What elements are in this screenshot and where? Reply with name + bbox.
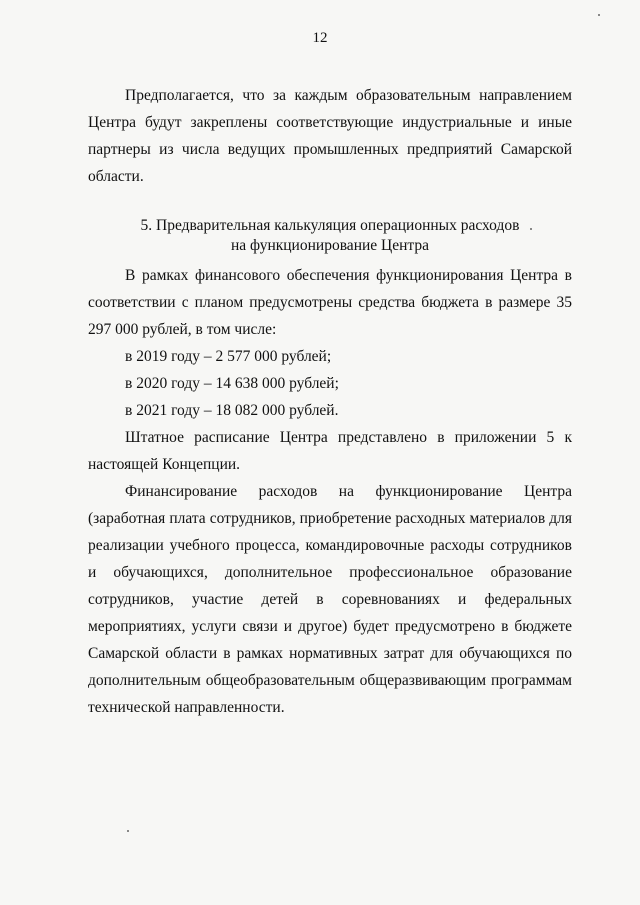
intro-paragraph: Предполагается, что за каждым образовательным направлением Центра будут закреплены соответствующие индустриальные и иные партнеры из числа ведущих промышленных предприятий Самарской области.: [88, 87, 572, 185]
section-heading-line-1: 5. Предварительная калькуляция операционных расходов: [140, 217, 520, 234]
section-heading: [88, 216, 572, 256]
budget-line-2021: в 2021 году – 18 082 000 рублей.: [125, 402, 339, 419]
intro-block: [88, 82, 572, 190]
budget-block: [88, 262, 572, 721]
scan-speck: [530, 228, 532, 230]
staff-paragraph: Штатное расписание Центра представлено в приложении 5 к настоящей Концепции.: [88, 429, 572, 473]
section-heading-line-2: на функционирование Центра: [230, 237, 429, 254]
scan-speck: [598, 14, 600, 16]
budget-line-2019: в 2019 году – 2 577 000 рублей;: [125, 348, 332, 365]
page-number: 12: [312, 30, 328, 46]
budget-line-2020: в 2020 году – 14 638 000 рублей;: [125, 375, 339, 392]
budget-paragraph: В рамках финансового обеспечения функционирования Центра в соответствии с планом предусмотрены средства бюджета в размере 35 297 000 рублей, в том числе:: [88, 267, 572, 338]
scan-speck: [127, 830, 129, 832]
financing-paragraph: Финансирование расходов на функционирование Центра (заработная плата сотрудников, приобретение расходных материалов для реализации учебного процесса, командировочные расходы сотрудников и обучающихся, дополнительное профессиональное образование сотрудников, участие детей в соревнованиях и федеральных мероприятиях, услуги связи и другое) будет предусмотрено в бюджете Самарской области в рамках нормативных затрат для обучающихся по дополнительным общеобразовательным общеразвивающим программам технической направленности.: [88, 483, 572, 716]
